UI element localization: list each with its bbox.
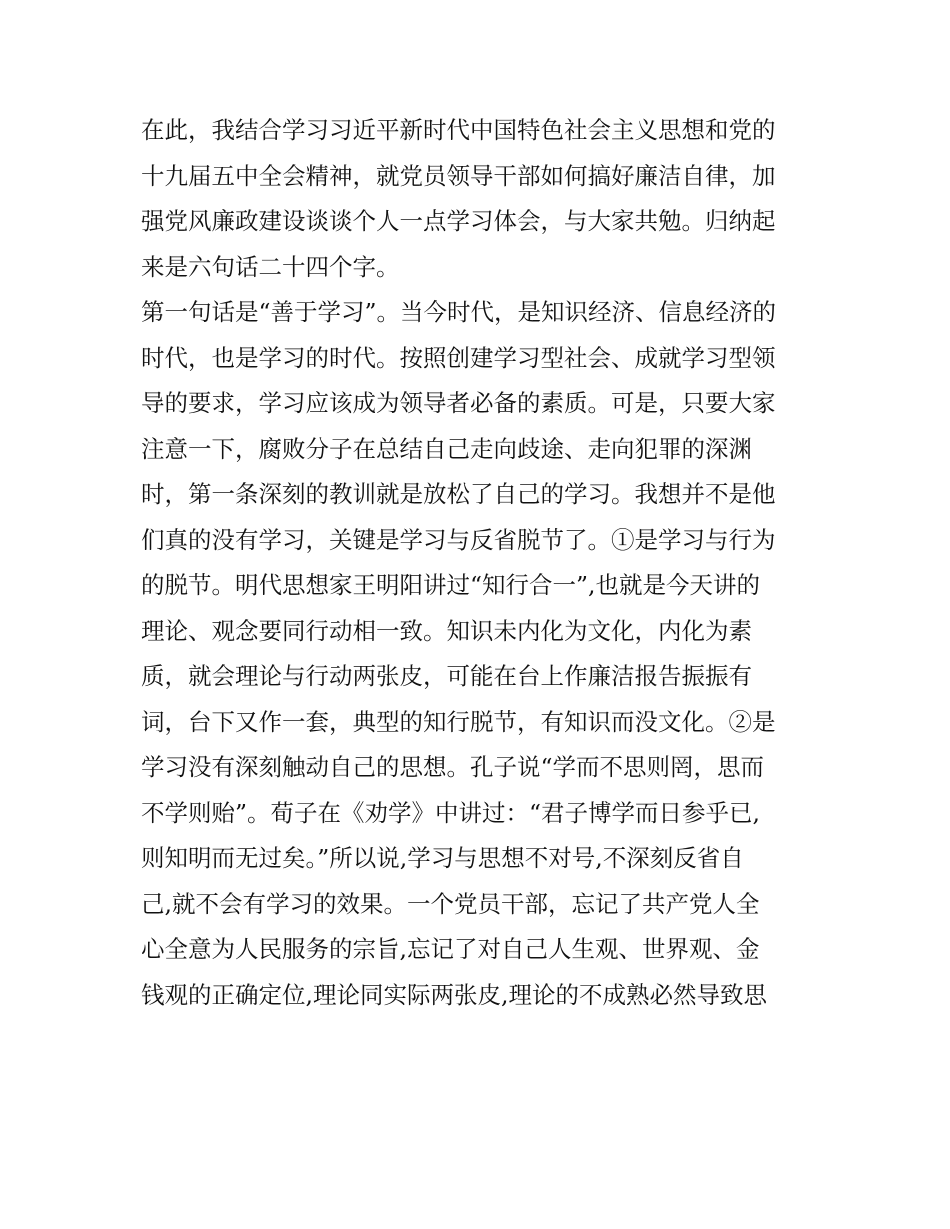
text-line: 质，就会理论与行动两张皮，可能在台上作廉洁报告振振有 <box>141 662 752 690</box>
text-line: 第一句话是“善于学习”。当今时代，是知识经济、信息经济的 <box>141 298 777 326</box>
text-line: 的脱节。明代思想家王明阳讲过“知行合一”,也就是今天讲的 <box>141 571 760 599</box>
text-line: 学习没有深刻触动自己的思想。孔子说“学而不思则罔，思而 <box>141 753 765 781</box>
text-line: 己,就不会有学习的效果。一个党员干部，忘记了共产党人全 <box>141 889 760 918</box>
text-line: 强党风廉政建设谈谈个人一点学习体会，与大家共勉。归纳起 <box>141 207 776 235</box>
text-line: 理论、观念要同行动相一致。知识未内化为文化，内化为素 <box>141 616 752 645</box>
text-line: 时代，也是学习的时代。按照创建学习型社会、成就学习型领 <box>141 343 776 372</box>
text-line: 导的要求，学习应该成为领导者必备的素质。可是，只要大家 <box>141 389 776 417</box>
text-line: 心全意为人民服务的宗旨,忘记了对自己人生观、世界观、金 <box>141 935 760 963</box>
text-line: 词，台下又作一套，典型的知行脱节，有知识而没文化。②是 <box>141 707 776 736</box>
body-text <box>141 108 821 1018</box>
text-line: 不学则贻”。荀子在《劝学》中讲过：“君子博学而日参乎已, <box>141 798 760 827</box>
text-line: 注意一下，腐败分子在总结自己走向歧途、走向犯罪的深渊 <box>141 434 752 463</box>
text-line: 钱观的正确定位,理论同实际两张皮,理论的不成熟必然导致思 <box>141 980 767 1009</box>
text-line: 则知明而无过矣。”所以说,学习与思想不对号,不深刻反省自 <box>141 844 744 872</box>
text-line: 们真的没有学习，关键是学习与反省脱节了。①是学习与行为 <box>141 525 776 554</box>
text-line: 来是六句话二十四个字。 <box>141 252 400 281</box>
text-line: 十九届五中全会精神，就党员领导干部如何搞好廉洁自律，加 <box>141 161 776 190</box>
text-line: 时，第一条深刻的教训就是放松了自己的学习。我想并不是他 <box>141 480 776 508</box>
text-line: 在此，我结合学习习近平新时代中国特色社会主义思想和党的 <box>141 116 776 144</box>
